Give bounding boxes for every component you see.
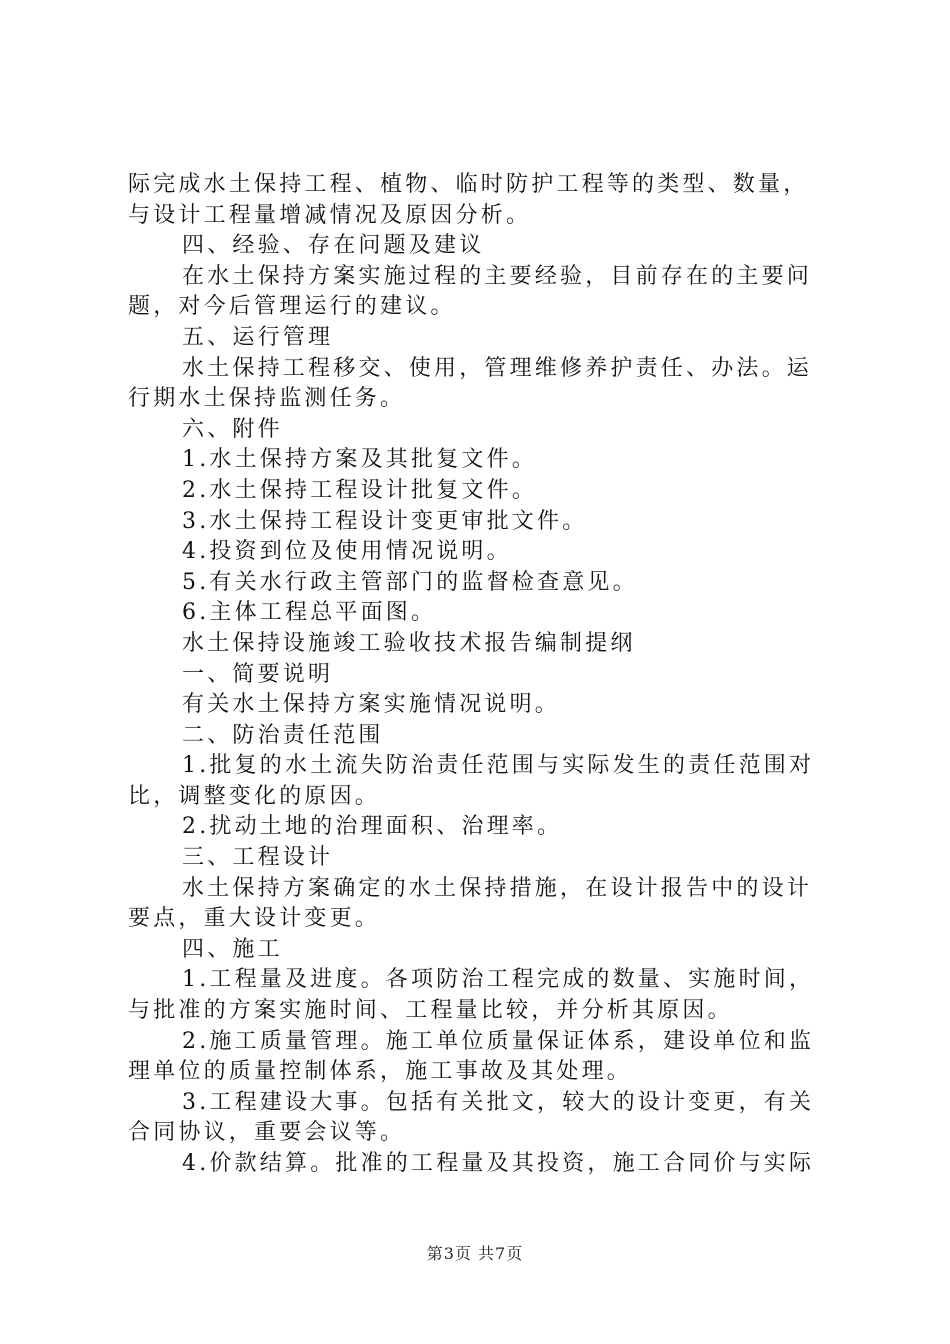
- text-line: 要点，重大设计变更。: [128, 906, 381, 932]
- text-line: 理单位的质量控制体系，施工事故及其处理。: [128, 1059, 633, 1085]
- text-line: 6.主体工程总平面图。: [182, 600, 437, 626]
- text-line: 在水土保持方案实施过程的主要经验，目前存在的主要问: [182, 263, 813, 289]
- text-line: 1.批复的水土流失防治责任范围与实际发生的责任范围对: [182, 753, 815, 779]
- text-line: 有关水土保持方案实施情况说明。: [182, 692, 561, 718]
- text-line: 四、经验、存在问题及建议: [182, 233, 485, 259]
- text-line: 5.有关水行政主管部门的监督检查意见。: [182, 569, 638, 595]
- text-line: 水土保持方案确定的水土保持措施，在设计报告中的设计: [182, 875, 813, 901]
- text-line: 1.工程量及进度。各项防治工程完成的数量、实施时间，: [182, 967, 815, 993]
- text-line: 3.水土保持工程设计变更审批文件。: [182, 508, 588, 534]
- text-line: 四、施工: [182, 936, 283, 962]
- text-line: 行期水土保持监测任务。: [128, 386, 406, 412]
- text-line: 水土保持设施竣工验收技术报告编制提纲: [182, 630, 636, 656]
- text-line: 六、附件: [182, 416, 283, 442]
- text-line: 际完成水土保持工程、植物、临时防护工程等的类型、数量，: [128, 172, 809, 197]
- text-line: 2.水土保持工程设计批复文件。: [182, 477, 537, 503]
- text-line: 4.投资到位及使用情况说明。: [182, 539, 512, 565]
- text-line: 3.工程建设大事。包括有关批文，较大的设计变更，有关: [182, 1089, 815, 1115]
- text-line: 一、简要说明: [182, 661, 334, 687]
- text-line: 五、运行管理: [182, 324, 334, 350]
- document-body: [128, 170, 828, 1180]
- text-line: 2.施工质量管理。施工单位质量保证体系，建设单位和监: [182, 1028, 815, 1054]
- text-line: 比，调整变化的原因。: [128, 783, 381, 809]
- text-line: 三、工程设计: [182, 845, 334, 871]
- text-line: 4.价款结算。批准的工程量及其投资，施工合同价与实际: [182, 1151, 815, 1176]
- text-line: 二、防治责任范围: [182, 722, 384, 748]
- text-line: 与设计工程量增减情况及原因分析。: [128, 202, 532, 228]
- text-line: 2.扰动土地的治理面积、治理率。: [182, 814, 563, 840]
- text-line: 1.水土保持方案及其批复文件。: [182, 447, 537, 473]
- page-footer: 第3页 共7页: [426, 1244, 524, 1263]
- text-line: 题，对今后管理运行的建议。: [128, 294, 456, 320]
- text-line: 合同协议，重要会议等。: [128, 1120, 406, 1146]
- text-line: 水土保持工程移交、使用，管理维修养护责任、办法。运: [182, 355, 813, 381]
- text-line: 与批准的方案实施时间、工程量比较，并分析其原因。: [128, 998, 733, 1024]
